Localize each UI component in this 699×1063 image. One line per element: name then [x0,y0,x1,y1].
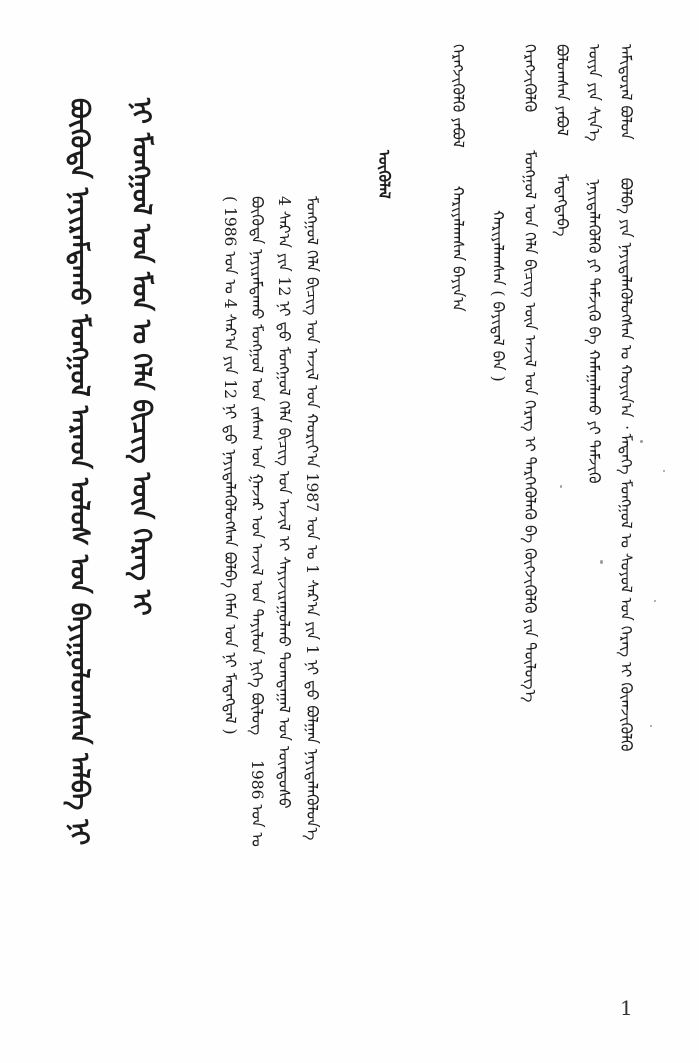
upper-lead-text: ᠦᠶᠡ ᠶᠢᠨ ᠰᠢᠨ᠎ᠡ [585,44,603,142]
body-text: ᠮᠣᠩᠭᠣᠯ ᠬᠡᠯᠡ ᠪᠢᠴᠢᠭ ᠤᠨ ᠠᠵᠢᠯ ᠤᠨ ᠬᠣᠷᠢᠶ᠎ᠠ 1987 ᠣᠨ ᠤ 1 ᠰᠠᠷ᠎ᠠ ᠶᠢᠨ 1 ᠨᠢ ᠳ᠋ᠦ ᠪᠣᠯᠭᠠᠨ ᠨᠡᠶᠢᠲᠡᠯᠡᠭᠦᠯᠦᠨ᠎ᠡ [303,196,321,841]
page-number: 1 [620,996,633,1020]
title-column-1 [56,98,102,845]
upper-text: ᠪᠣᠯᠪᠠ ᠶᠢᠨ ᠨᠡᠶᠢᠲᠡᠯᠡᠭᠦᠯᠦᠭᠰᠡᠨ ᠤ ᠬᠣᠶᠢᠨ᠎ᠠ ᠂ ᠮᠡᠳᠡᠭᠡ ᠮᠣᠩᠭᠣᠯ ᠤ ᠰᠣᠶᠣᠯ ᠤᠨ ᠬᠡᠷᠡᠭ ᠢ ᠬᠥᠭ᠍ᠵᠢᠭᠦᠯᠬᠦ [617,177,635,752]
upper-column-2 [580,44,608,484]
scan-speck [663,470,665,472]
section-heading-text: ᠦᠭᠦᠯᠡᠯ [375,150,394,199]
upper-lead-text: ᠪᠣᠯᠤᠭᠰᠠᠨ ᠶᠠᠪᠤᠯ [553,44,571,137]
body-column-2 [270,196,298,809]
upper-lead-text: ᠬᠡᠷᠡᠭᠵᠢᠭᠦᠯᠬᠦ [521,44,539,113]
body-column-3 [243,196,271,735]
title-column-2 [118,98,164,616]
body-column-4-year [243,760,271,847]
scan-speck [600,560,603,564]
body-text: 4 ᠰᠠᠷ᠎ᠠ ᠶᠢᠨ 12 ᠨᠢ ᠳ᠋ᠦ ᠮᠣᠩᠭᠣᠯ ᠬᠡᠯᠡ ᠪᠢᠴᠢᠭ ᠤᠨ ᠠᠵᠢᠯ ᠢ ᠰᠠᠶᠢᠵᠢᠷᠠᠭᠤᠯᠬᠤ ᠲᠣᠭᠲᠠᠭᠠᠯ ᠤᠨ ᠦᠨᠳᠦᠰᠦ [275,196,293,809]
upper-column-6 [444,44,472,312]
upper-column-4 [516,44,544,702]
upper-column-1 [612,44,640,752]
scan-speck [560,485,562,488]
section-heading [370,150,398,199]
upper-text: ᠮᠣᠩᠭᠣᠯ ᠤᠨ ᠬᠡᠯᠡ ᠪᠢᠴᠢᠭ ᠦᠨ ᠠᠵᠢᠯ ᠤᠨ ᠬᠡᠷᠡᠭ ᠢ ᠲᠡᠷᠭᠡᠭᠦᠯᠡᠬᠦ ᠪᠠ ᠬᠥᠭᠵᠢᠭᠦᠯᠬᠦ ᠶᠢᠨ ᠲᠥᠯᠦᠭ᠎ᠡ [521,150,539,703]
scan-speck [640,440,643,443]
body-text: ( 1986 ᠣᠨ ᠤ 4 ᠰᠠᠷ᠎ᠠ ᠶᠢᠨ 12 ᠨᠢ ᠳ᠋ᠦ ᠨᠡᠶᠢᠲᠡᠯᠡᠭᠦᠯᠦᠭᠰᠡᠨ ᠪᠣᠯᠪᠠ ᠬᠡᠮᠡᠨ ᠤᠨ ᠨᠢ ᠮᠡᠳᠡᠭᠳᠡᠯ ) [221,196,239,735]
upper-column-5 [484,210,512,382]
title-text: ᠪᠦᠭᠦᠳᠡ ᠨᠠᠶᠢᠷᠠᠮᠳᠠᠬᠤ ᠮᠣᠩᠭᠣᠯ ᠠᠷᠠᠳ ᠣᠯᠣᠰ ᠤᠨ ᠪᠠᠶᠢᠭᠤᠯᠤᠭᠰᠠᠨ ᠠᠯᠪᠠ ᠨᠢ [64,98,94,846]
upper-text: ᠨᠡᠶᠢᠲᠡᠯᠡᠭᠦᠯᠬᠦ ᠶᠢ ᠳᠡᠮᠵᠢᠬᠦ ᠪᠠ ᠬᠠᠮᠠᠭᠠᠯᠠᠬᠤ ᠶᠢ ᠳᠡᠮᠵᠢᠬᠦ [585,179,603,484]
upper-text: ᠬᠠᠷᠢᠶᠠᠯᠠᠭᠰᠠᠨ ᠪᠠᠶᠢᠨ᠎ᠠ [449,185,467,312]
title-text: ᠨᠢ ᠮᠣᠩᠭᠣᠯ ᠤᠨ ᠮᠤᠨ ᠤ ᠬᠡᠯᠡ ᠪᠢᠴᠢᠭ ᠦᠨ ᠬᠡᠷᠡᠭ ᠢ [126,98,156,616]
body-column-4 [216,196,244,735]
upper-text: ᠮᠡᠳᠡᠭᠳᠡᠪᠡ [553,174,571,237]
upper-column-3 [548,44,576,236]
scan-speck [650,725,652,727]
upper-text: ᠬᠠᠷᠢᠶᠠᠯᠠᠭᠰᠠᠨ ( ᠪᠠᠶᠢᠳᠠᠯ ᠪᠠᠨ ) [489,210,507,382]
upper-lead-text: ᠬᠡᠷᠡᠭᠵᠢᠭᠦᠯᠬᠦ ᠶᠠᠪᠤᠯ [449,44,467,148]
scan-speck [654,600,656,602]
body-text: ᠪᠦᠭᠦᠳᠡ ᠨᠠᠶᠢᠷᠠᠮᠳᠠᠬᠤ ᠮᠣᠩᠭᠣᠯ ᠤᠨ ᠵᠠᠰᠠᠭ ᠤᠨ ᠭᠠᠵᠠᠷ ᠤᠨ ᠠᠵᠢᠯ ᠤᠨ ᠲᠠᠶᠢᠯᠤᠨ ᠨᠢᠭᠡ ᠪᠦᠯᠦᠭ [248,196,266,736]
body-column-1 [298,196,326,840]
upper-lead-text: ᠠᠮᠢᠳᠤᠷᠠᠯ ᠪᠣᠯᠤᠨ [617,44,635,140]
body-year-text: 1986 ᠣᠨ ᠤ [248,760,266,847]
